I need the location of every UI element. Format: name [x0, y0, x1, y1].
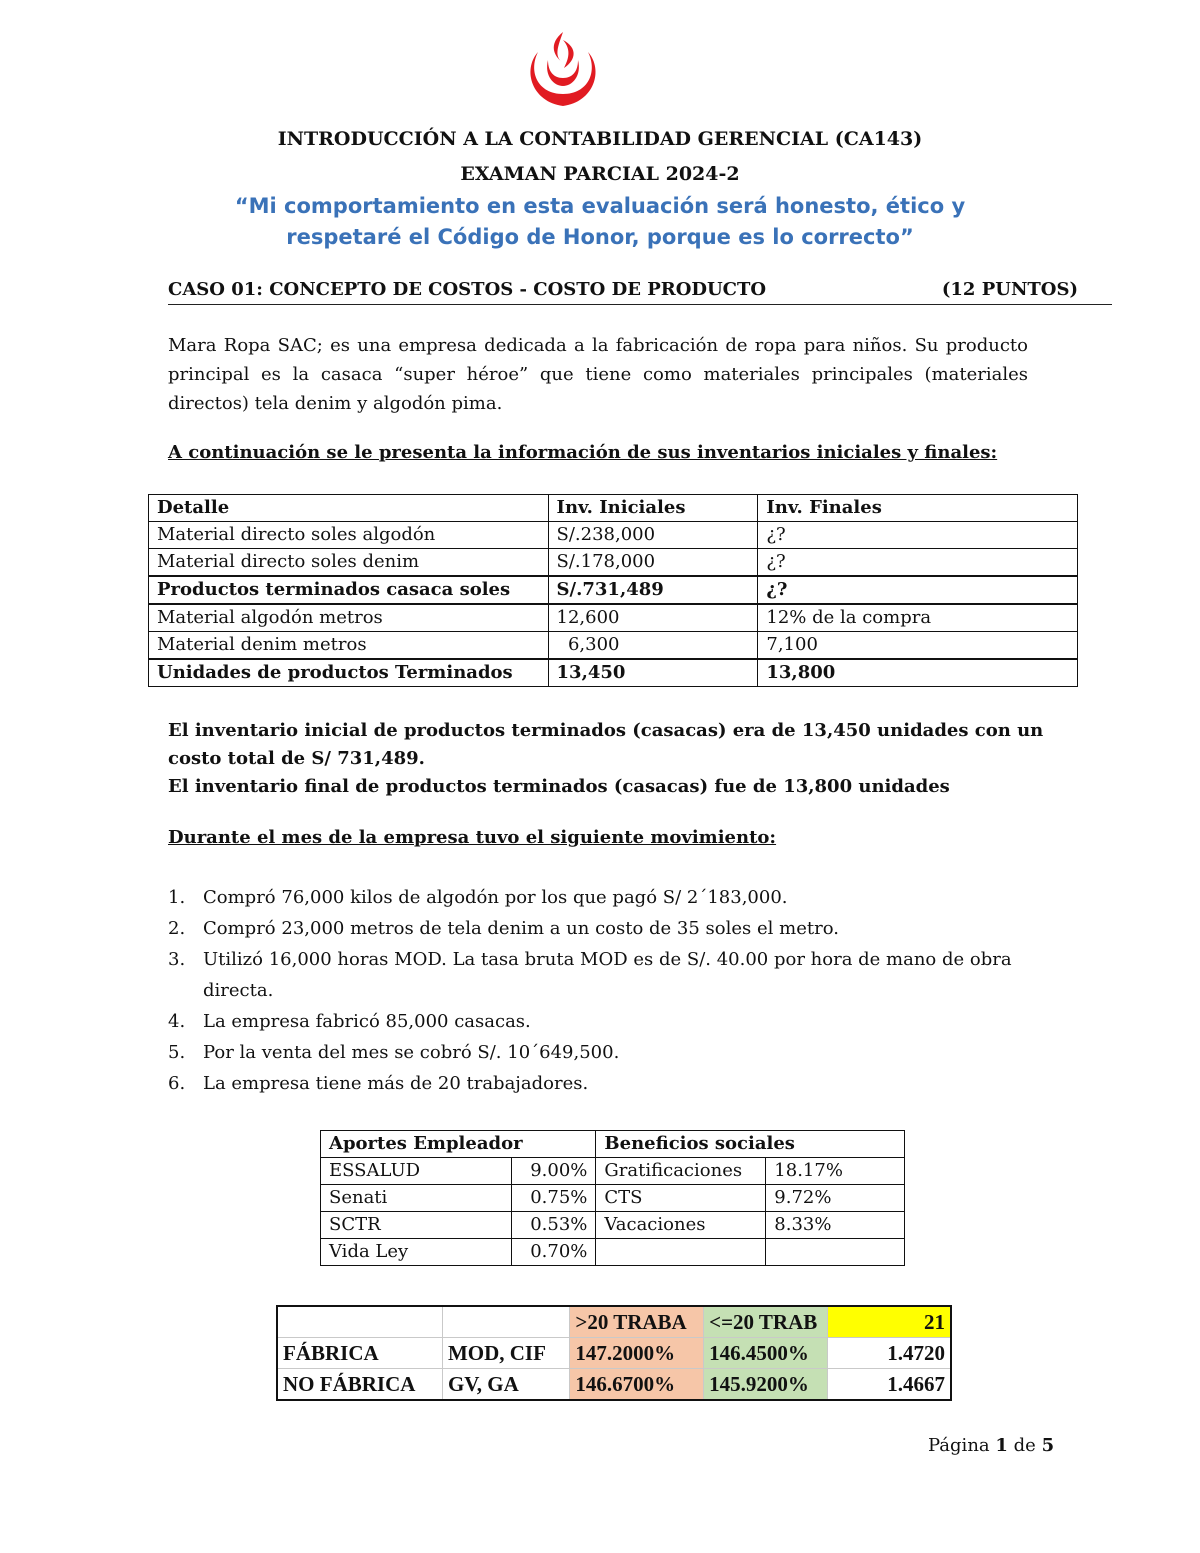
- current-page: 1: [995, 1435, 1008, 1456]
- table-cell: [596, 1239, 766, 1266]
- table-cell: 146.4500%: [704, 1338, 828, 1369]
- list-item: [168, 1037, 1068, 1068]
- table-cell: NO FÁBRICA: [277, 1369, 442, 1401]
- table-cell: 9.00%: [512, 1158, 596, 1185]
- labor-factor-table: [276, 1305, 952, 1401]
- table-cell: ¿?: [758, 549, 1078, 577]
- table-cell: 12% de la compra: [758, 604, 1078, 632]
- table-cell: [766, 1239, 905, 1266]
- table-cell: 1.4667: [827, 1369, 951, 1401]
- table-cell: Unidades de productos Terminados: [149, 659, 549, 687]
- list-text: Compró 76,000 kilos de algodón por los que pagó S/ 2´183,000.: [203, 887, 788, 908]
- table-row: [321, 1158, 905, 1185]
- table-header: Inv. Finales: [758, 495, 1078, 522]
- page-word: Página: [928, 1435, 990, 1456]
- table-cell: Material algodón metros: [149, 604, 549, 632]
- table-cell: Material directo soles algodón: [149, 522, 549, 549]
- case-intro: Mara Ropa SAC; es una empresa dedicada a la fabricación de ropa para niños. Su producto principal es la casaca “super héroe” que tiene como materiales principales (materiales directos) tela denim y algodón pima.: [168, 335, 1028, 414]
- table-cell: 13,450: [548, 659, 758, 687]
- contributions-table: [320, 1130, 905, 1266]
- table-cell: 0.75%: [512, 1185, 596, 1212]
- table-header: Beneficios sociales: [596, 1131, 905, 1158]
- table-row: [149, 522, 1078, 549]
- table-cell: Productos terminados casaca soles: [149, 576, 549, 604]
- table-cell: 6,300: [548, 632, 758, 660]
- table-cell: 13,800: [758, 659, 1078, 687]
- table-cell: S/.178,000: [548, 549, 758, 577]
- table-cell: FÁBRICA: [277, 1338, 442, 1369]
- table-cell: 0.70%: [512, 1239, 596, 1266]
- case-title: CASO 01: CONCEPTO DE COSTOS - COSTO DE PRODUCTO: [168, 279, 767, 300]
- table-cell: S/.238,000: [548, 522, 758, 549]
- table-cell: Vida Ley: [321, 1239, 512, 1266]
- list-item: [168, 913, 1068, 944]
- list-text: La empresa tiene más de 20 trabajadores.: [203, 1073, 589, 1094]
- list-text: La empresa fabricó 85,000 casacas.: [203, 1011, 531, 1032]
- exam-title: EXAMAN PARCIAL 2024-2: [460, 163, 740, 185]
- table-header: Inv. Iniciales: [548, 495, 758, 522]
- list-text: Compró 23,000 metros de tela denim a un costo de 35 soles el metro.: [203, 918, 839, 939]
- page-number: [928, 1435, 1054, 1456]
- table-row: [149, 604, 1078, 632]
- table-cell: Vacaciones: [596, 1212, 766, 1239]
- table-header: >20 TRABA: [570, 1306, 704, 1338]
- list-number: 1.: [168, 887, 186, 908]
- table-cell: [277, 1306, 442, 1338]
- inventory-notes: [168, 717, 1068, 801]
- table-row: [321, 1185, 905, 1212]
- table-cell: 1.4720: [827, 1338, 951, 1369]
- table-cell: [442, 1306, 569, 1338]
- movement-heading: Durante el mes de la empresa tuvo el siguiente movimiento:: [168, 827, 777, 848]
- table-cell: GV, GA: [442, 1369, 569, 1401]
- table-cell: 9.72%: [766, 1185, 905, 1212]
- table-cell: Gratificaciones: [596, 1158, 766, 1185]
- inventory-table: [148, 494, 1078, 687]
- table-row: [277, 1338, 951, 1369]
- table-header: Detalle: [149, 495, 549, 522]
- note-line: costo total de S/ 731,489.: [168, 748, 425, 769]
- list-text: Utilizó 16,000 horas MOD. La tasa bruta MOD es de S/. 40.00 por hora de mano de obra directa.: [203, 949, 1012, 1001]
- table-cell: CTS: [596, 1185, 766, 1212]
- table-row: [149, 632, 1078, 660]
- list-text: Por la venta del mes se cobró S/. 10´649,500.: [203, 1042, 620, 1063]
- table-row: [277, 1369, 951, 1401]
- table-cell: Senati: [321, 1185, 512, 1212]
- list-item: [168, 1068, 1068, 1099]
- course-title: INTRODUCCIÓN A LA CONTABILIDAD GERENCIAL (CA143): [277, 128, 923, 150]
- list-number: 5.: [168, 1042, 186, 1063]
- list-number: 3.: [168, 949, 186, 970]
- table-cell: SCTR: [321, 1212, 512, 1239]
- table-header: <=20 TRAB: [704, 1306, 828, 1338]
- honor-quote-line-1: “Mi comportamiento en esta evaluación será honesto, ético y: [234, 194, 966, 218]
- university-logo-icon: [518, 26, 608, 116]
- table-cell: 147.2000%: [570, 1338, 704, 1369]
- honor-quote-line-2: respetaré el Código de Honor, porque es lo correcto”: [286, 225, 914, 249]
- movement-list: [168, 882, 1068, 1099]
- table-row: [321, 1212, 905, 1239]
- table-cell: ¿?: [758, 522, 1078, 549]
- list-item: [168, 1006, 1068, 1037]
- table-cell: 145.9200%: [704, 1369, 828, 1401]
- table-row: [149, 576, 1078, 604]
- table-cell: ¿?: [758, 576, 1078, 604]
- list-item: [168, 944, 1068, 1006]
- inventory-heading: A continuación se le presenta la información de sus inventarios iniciales y finales:: [168, 442, 998, 463]
- table-cell: Material denim metros: [149, 632, 549, 660]
- table-cell: MOD, CIF: [442, 1338, 569, 1369]
- list-number: 4.: [168, 1011, 186, 1032]
- note-line: El inventario final de productos terminados (casacas) fue de 13,800 unidades: [168, 776, 950, 797]
- table-cell: S/.731,489: [548, 576, 758, 604]
- table-cell: 12,600: [548, 604, 758, 632]
- total-pages: 5: [1041, 1435, 1055, 1456]
- of-word: de: [1013, 1435, 1036, 1456]
- table-cell: ESSALUD: [321, 1158, 512, 1185]
- table-cell: 18.17%: [766, 1158, 905, 1185]
- worker-count-cell: 21: [827, 1306, 951, 1338]
- table-row: [149, 549, 1078, 577]
- table-cell: 0.53%: [512, 1212, 596, 1239]
- list-item: [168, 882, 1068, 913]
- table-header: Aportes Empleador: [321, 1131, 596, 1158]
- table-cell: 146.6700%: [570, 1369, 704, 1401]
- table-row: [321, 1239, 905, 1266]
- note-line: El inventario inicial de productos terminados (casacas) era de 13,450 unidades con un: [168, 720, 1044, 741]
- table-cell: 8.33%: [766, 1212, 905, 1239]
- case-heading: [168, 279, 1112, 305]
- list-number: 6.: [168, 1073, 186, 1094]
- table-row: [149, 659, 1078, 687]
- table-cell: 7,100: [758, 632, 1078, 660]
- case-points: (12 PUNTOS): [941, 279, 1078, 300]
- list-number: 2.: [168, 918, 186, 939]
- table-cell: Material directo soles denim: [149, 549, 549, 577]
- table-row: [277, 1306, 951, 1338]
